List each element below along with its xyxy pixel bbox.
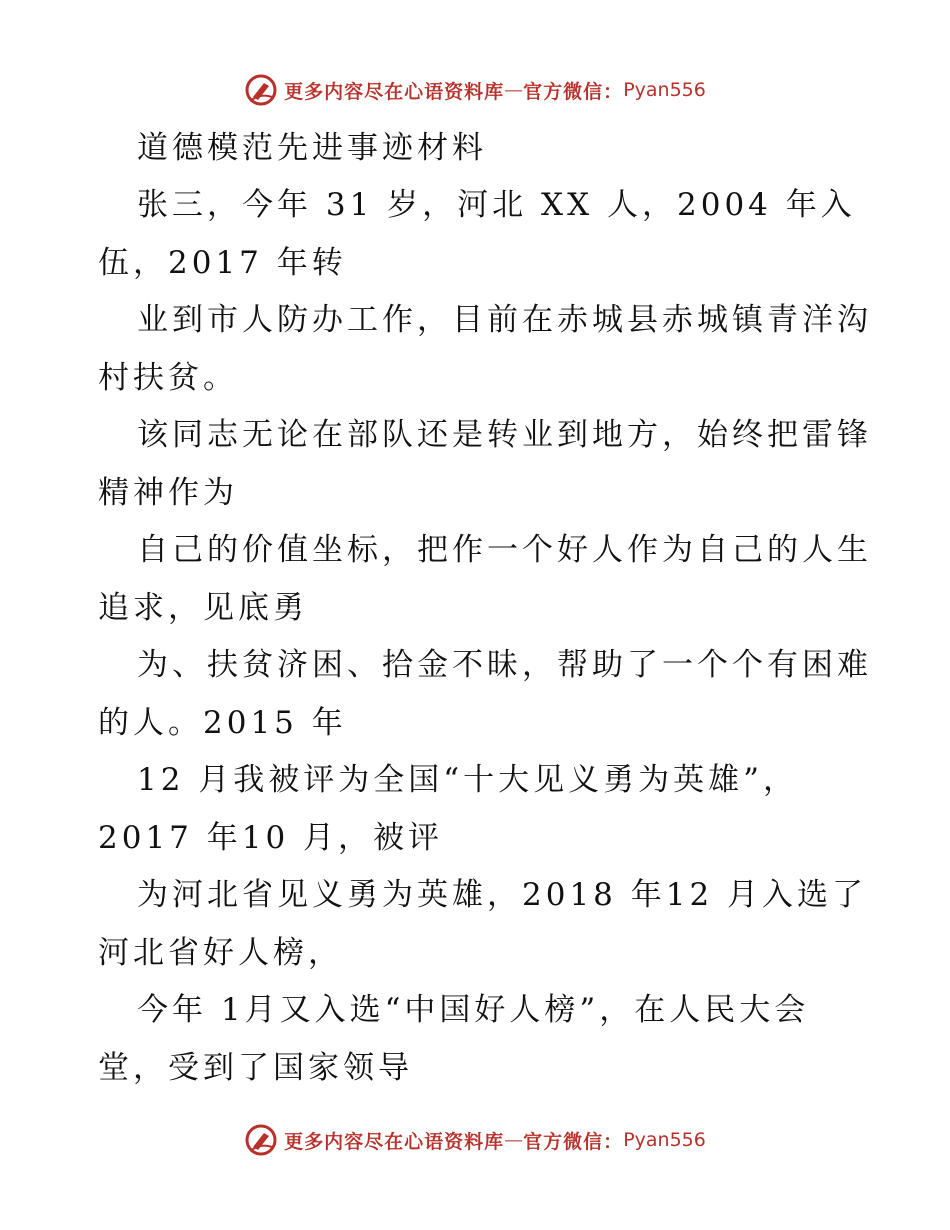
paragraph-line: 精神作为 [98,475,238,511]
paragraph-line: 业到市人防办工作，目前在赤城县赤城镇青洋沟 [137,302,872,338]
watermark-account: Pyan556 [623,1129,706,1151]
paragraph-line: 该同志无论在部队还是转业到地方，始终把雷锋 [137,417,872,453]
paragraph-line: 村扶贫。 [98,360,238,396]
watermark-separator: — [504,79,524,101]
watermark-official: 官方微信： [523,80,624,103]
paragraph-line: 今年 1月又入选“中国好人榜”，在人民大会 [137,992,810,1028]
watermark-brand: 更多内容尽在心语资料库 [284,80,505,103]
watermark-brand: 更多内容尽在心语资料库 [284,1130,505,1153]
paragraph-line: 2017 年10 月，被评 [98,820,444,856]
paragraph-line: 的人。2015 年 [98,705,347,741]
watermark-account: Pyan556 [623,79,706,101]
paragraph-line: 自己的价值坐标，把作一个好人作为自己的人生 [137,532,872,568]
paragraph-line: 伍，2017 年转 [98,245,347,281]
paragraph-line: 河北省好人榜， [98,935,343,971]
paragraph-line: 堂，受到了国家领导 [98,1050,413,1086]
document-title: 道德模范先进事迹材料 [137,130,487,166]
footer-watermark [0,1120,950,1160]
watermark-separator: — [504,1129,524,1151]
watermark-official: 官方微信： [523,1130,624,1153]
header-watermark [0,70,950,110]
brand-logo-icon [244,1123,278,1157]
paragraph-line: 张三，今年 31 岁，河北 XX 人，2004 年入 [137,187,856,223]
paragraph-line: 为河北省见义勇为英雄，2018 年12 月入选了 [137,877,868,913]
brand-logo-icon [244,73,278,107]
paragraph-line: 追求，见底勇 [98,590,308,626]
paragraph-line: 12 月我被评为全国“十大见义勇为英雄”， [137,762,798,798]
paragraph-line: 为、扶贫济困、拾金不昧，帮助了一个个有困难 [137,647,872,683]
